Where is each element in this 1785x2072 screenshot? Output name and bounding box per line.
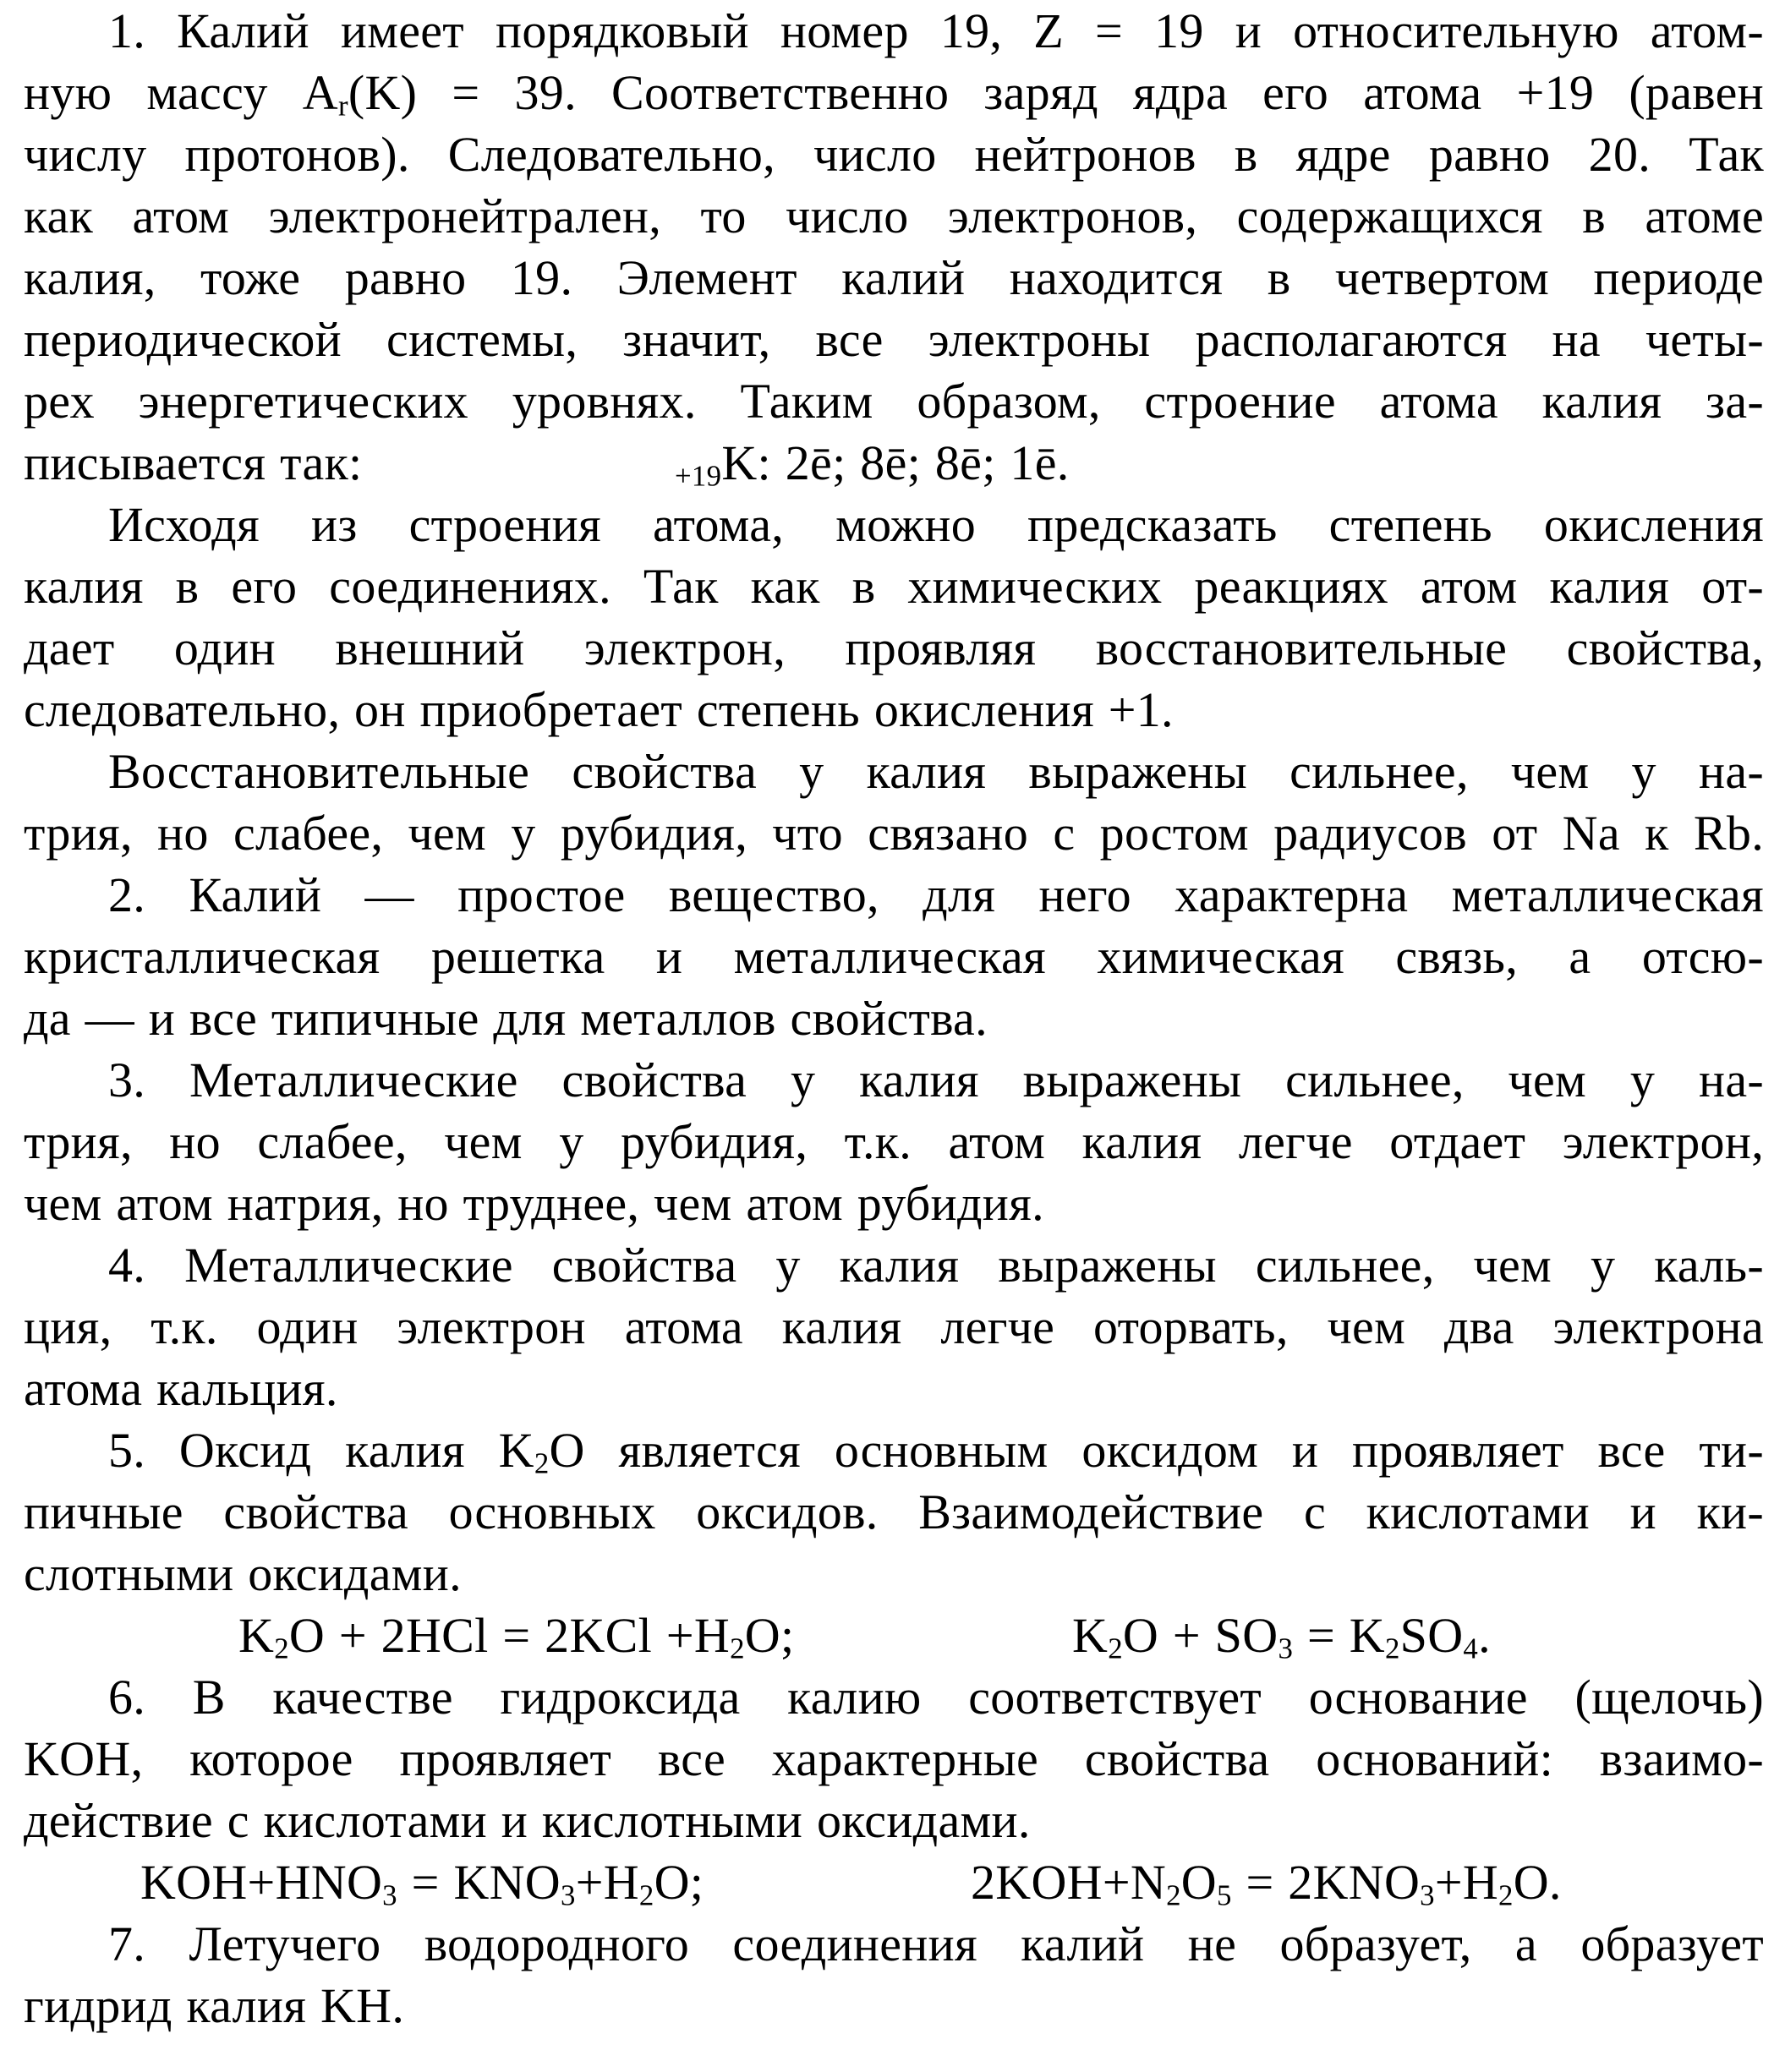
document-page	[24, 0, 1764, 2036]
text-line: кристаллическая решетка и металлическая химическая связь, а отсю-	[24, 929, 1764, 984]
paragraph-3	[24, 741, 1764, 864]
text-line: действие с кислотами и кислотными оксидами.	[24, 1793, 1031, 1848]
text-line: слотными оксидами.	[24, 1546, 462, 1601]
text-line: пичные свойства основных оксидов. Взаимодействие с кислотами и ки-	[24, 1484, 1764, 1539]
text-line: 2. Калий — простое вещество, для него характерна металлическая	[108, 867, 1764, 922]
equation-line-2	[24, 1851, 1764, 1913]
text-line: 7. Летучего водородного соединения калий не образует, а образует	[108, 1916, 1764, 1971]
paragraph-9	[24, 1913, 1764, 2036]
text-line: гидрид калия KH.	[24, 1978, 405, 2033]
text-line: 3. Металлические свойства у калия выражены сильнее, чем у на-	[108, 1052, 1764, 1107]
paragraph-7	[24, 1419, 1764, 1666]
text-line: дает один внешний электрон, проявляя восстановительные свойства,	[24, 621, 1764, 675]
paragraph-2	[24, 494, 1764, 741]
equation: $K_2O + 2HCl = 2KCl +H_2O$;	[238, 1608, 795, 1665]
text-line: трия, но слабее, чем у рубидия, т.к. атом калия легче отдает электрон,	[24, 1114, 1764, 1169]
paragraph-5	[24, 1049, 1764, 1234]
text-line: 4. Металлические свойства у калия выражены сильнее, чем у каль-	[108, 1238, 1764, 1293]
text-line: трия, но слабее, чем у рубидия, что связано с ростом радиусов от Na к Rb.	[24, 806, 1764, 861]
element-symbol: K	[721, 435, 758, 490]
text-line: 5. Оксид калия $K_2O$ является основным оксидом и проявляет все ти-	[108, 1423, 1765, 1480]
paragraph-1	[24, 0, 1764, 494]
text-line: 1. Калий имеет порядковый номер 19, Z = 19 и относительную атом-	[108, 3, 1764, 58]
text-line: писывается так:	[24, 435, 363, 490]
text-line: числу протонов). Следовательно, число нейтронов в ядре равно 20. Так	[24, 127, 1764, 182]
atom-structure-formula	[675, 432, 1070, 494]
equation: $K_2O + SO_3 = K_2SO_4$.	[1072, 1608, 1491, 1665]
text-line: 6. В качестве гидроксида калию соответствует основание (щелочь)	[108, 1670, 1764, 1725]
equation-line-1	[24, 1605, 1764, 1666]
text-line: KOH, которое проявляет все характерные свойства оснований: взаимо-	[24, 1731, 1764, 1786]
text-line: периодической системы, значит, все электроны располагаются на четы-	[24, 312, 1764, 367]
text-line: как атом электронейтрален, то число электронов, содержащихся в атоме	[24, 189, 1764, 243]
text-line: следовательно, он приобретает степень окисления +1.	[24, 682, 1174, 737]
text-line: ция, т.к. один электрон атома калия легче оторвать, чем два электрона	[24, 1299, 1764, 1354]
paragraph-4	[24, 864, 1764, 1049]
equation: $2KOH+N_2O_5 = 2KNO_3+H_2O$.	[971, 1855, 1562, 1912]
text-line: калия, тоже равно 19. Элемент калий находится в четвертом периоде	[24, 250, 1764, 305]
paragraph-8	[24, 1666, 1764, 1913]
text-line: да — и все типичные для металлов свойства.	[24, 991, 988, 1046]
paragraph-6	[24, 1234, 1764, 1419]
text-line: чем атом натрия, но труднее, чем атом рубидия.	[24, 1176, 1044, 1231]
nuclear-charge: +19	[675, 459, 722, 493]
equation: $KOH+HNO_3 = KNO_3+H_2O$;	[140, 1855, 704, 1912]
text-line: атома кальция.	[24, 1361, 338, 1416]
text-line: Исходя из строения атома, можно предсказать степень окисления	[108, 497, 1764, 552]
text-line: ную массу $A_r(K) = 39$. Соответственно заряд ядра его атома +19 (равен	[24, 65, 1765, 123]
atom-structure-line	[24, 432, 1764, 494]
text-line: рех энергетических уровнях. Таким образом, строение атома калия за-	[24, 374, 1764, 429]
text-line: калия в его соединениях. Так как в химических реакциях атом калия от-	[24, 559, 1764, 614]
text-line: Восстановительные свойства у калия выражены сильнее, чем у на-	[108, 744, 1764, 799]
electron-shells: : 2ē; 8ē; 8ē; 1ē.	[757, 435, 1070, 490]
